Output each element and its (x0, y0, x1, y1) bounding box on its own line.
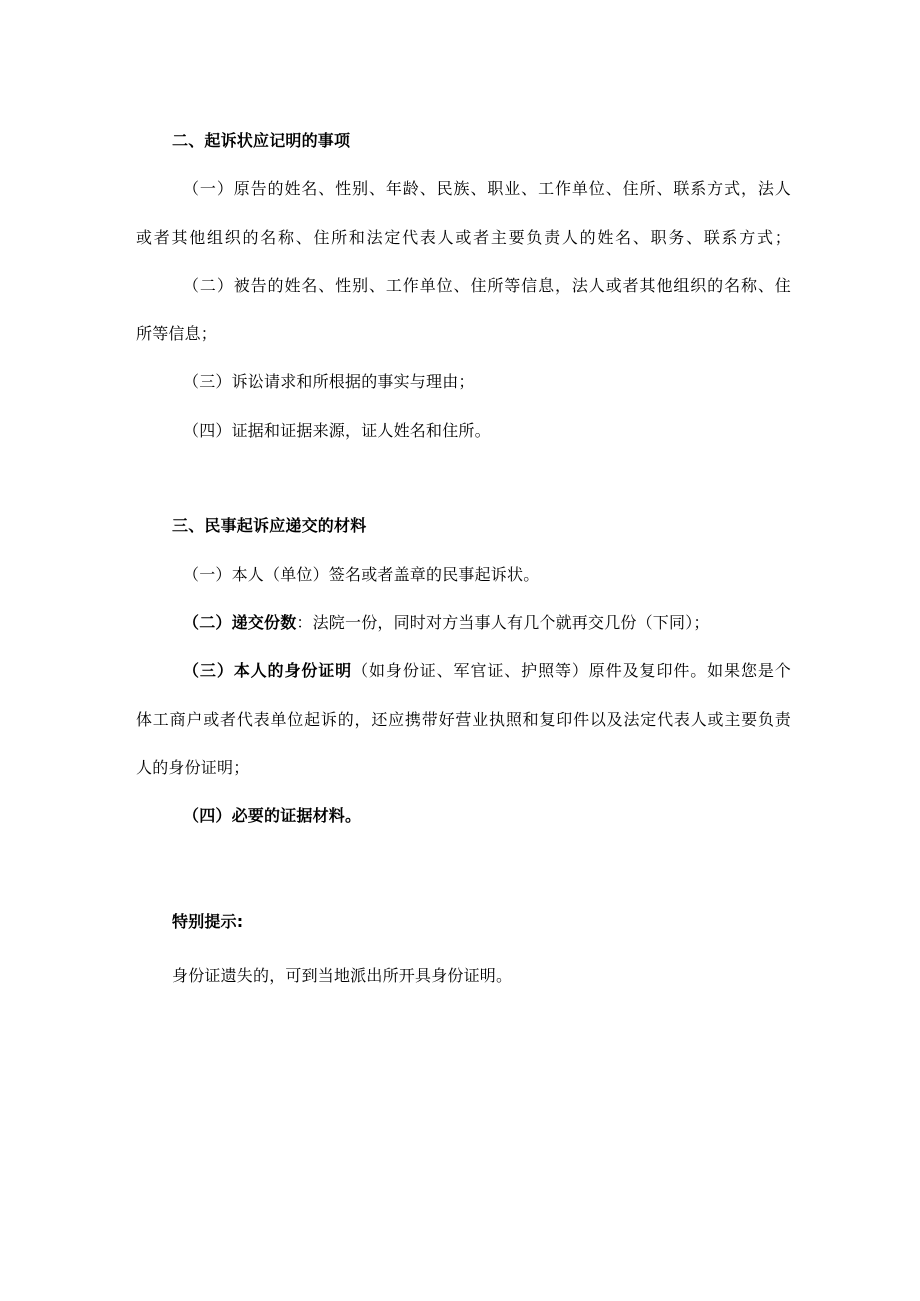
section3-item2 (183, 612, 710, 634)
section3-item1: （一）本人（单位）签名或者盖章的民事起诉状。 (183, 565, 540, 584)
section3-item3-line2: 体工商户或者代表单位起诉的，还应携带好营业执照和复印件以及法定代表人或主要负责 (136, 710, 791, 729)
section2-item2-line2: 所等信息； (136, 324, 218, 343)
section3-item3-text: （如身份证、军官证、护照等）原件及复印件。如果您是个 (352, 661, 791, 680)
tip-heading: 特别提示: (172, 912, 244, 931)
section3-item4: （四）必要的证据材料。 (183, 806, 362, 825)
section3-item3-line1 (183, 660, 791, 682)
section3-item3-label: （三）本人的身份证明 (183, 661, 353, 680)
section2-item4: （四）证据和证据来源，证人姓名和住所。 (183, 421, 491, 440)
section3-item2-text: ：法院一份，同时对方当事人有几个就再交几份（下同）； (296, 613, 710, 632)
section2-heading: 二、起诉状应记明的事项 (172, 131, 351, 150)
tip-text: 身份证遗失的，可到当地派出所开具身份证明。 (172, 966, 513, 985)
section2-item1-line2: 或者其他组织的名称、住所和法定代表人或者主要负责人的姓名、职务、联系方式； (136, 228, 791, 247)
section2-item3: （三）诉讼请求和所根据的事实与理由； (183, 372, 475, 391)
section2-item2-line1: （二）被告的姓名、性别、工作单位、住所等信息，法人或者其他组织的名称、住 (183, 276, 791, 295)
section2-item1-line1: （一）原告的姓名、性别、年龄、民族、职业、工作单位、住所、联系方式，法人 (183, 179, 791, 198)
section3-item2-label: （二）递交份数 (183, 613, 297, 632)
section3-heading: 三、民事起诉应递交的材料 (172, 516, 367, 535)
section3-item3-line3: 人的身份证明； (136, 758, 250, 777)
